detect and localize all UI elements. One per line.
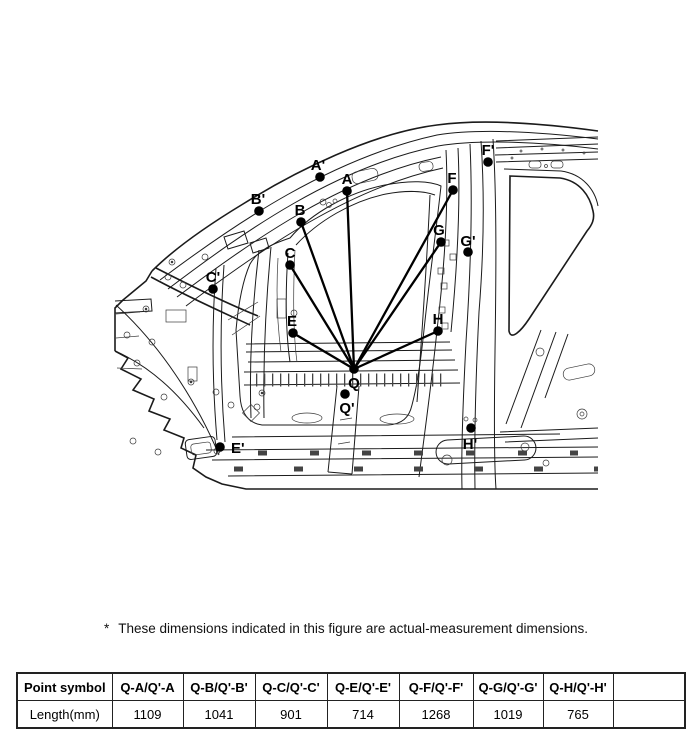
point-label-B: B — [294, 202, 306, 219]
table-data-cell: 1041 — [183, 701, 255, 729]
point-label-F: F — [447, 170, 457, 187]
table-data-cell: 714 — [327, 701, 399, 729]
table-header-cell — [613, 673, 685, 701]
point-label-E: E — [286, 313, 298, 330]
point-label-E-prime: E' — [231, 440, 245, 457]
point-label-Q: Q — [348, 375, 360, 392]
table-data-cell: 765 — [543, 701, 613, 729]
measurement-layer — [206, 142, 495, 457]
point-label-C-prime: C' — [205, 269, 221, 286]
table-header-cell: Q-F/Q'-F' — [399, 673, 473, 701]
table-data-cell: 901 — [255, 701, 327, 729]
table-header-row — [17, 673, 685, 701]
dimensions-table — [16, 672, 686, 729]
point-label-G-prime: G' — [460, 233, 476, 250]
note-text: These dimensions indicated in this figure are actual-measurement dimensions. — [118, 621, 589, 636]
point-label-Q-prime: Q' — [339, 400, 355, 417]
point-label-A: A — [341, 171, 353, 188]
table-data-row — [17, 701, 685, 729]
point-label-H: H — [432, 311, 444, 328]
table-header-cell: Q-C/Q'-C' — [255, 673, 327, 701]
car-body-line-art — [115, 122, 598, 489]
point-label-H-prime: H' — [462, 436, 478, 453]
figure-note — [104, 621, 588, 636]
point-label-A-prime: A' — [310, 157, 326, 174]
point-dot-H-prime — [466, 423, 476, 433]
table-data-cell: 1268 — [399, 701, 473, 729]
point-dot-E-prime — [215, 442, 225, 452]
point-label-G: G — [433, 222, 445, 239]
table-header-cell: Q-G/Q'-G' — [473, 673, 543, 701]
measure-line-Q-A — [347, 191, 354, 369]
table-header-cell: Q-A/Q'-A — [112, 673, 183, 701]
table-header-cell: Q-H/Q'-H' — [543, 673, 613, 701]
point-label-F-prime: F' — [481, 142, 495, 159]
point-label-C: C — [284, 245, 296, 262]
point-label-B-prime: B' — [250, 191, 266, 208]
table-header-cell: Q-E/Q'-E' — [327, 673, 399, 701]
table-data-cell — [613, 701, 685, 729]
table-row-label: Length(mm) — [17, 701, 112, 729]
note-asterisk: * — [104, 621, 110, 636]
table-header-cell: Q-B/Q'-B' — [183, 673, 255, 701]
table-header-cell: Point symbol — [17, 673, 112, 701]
table-data-cell: 1109 — [112, 701, 183, 729]
table-data-cell: 1019 — [473, 701, 543, 729]
point-dot-Q — [349, 364, 359, 374]
